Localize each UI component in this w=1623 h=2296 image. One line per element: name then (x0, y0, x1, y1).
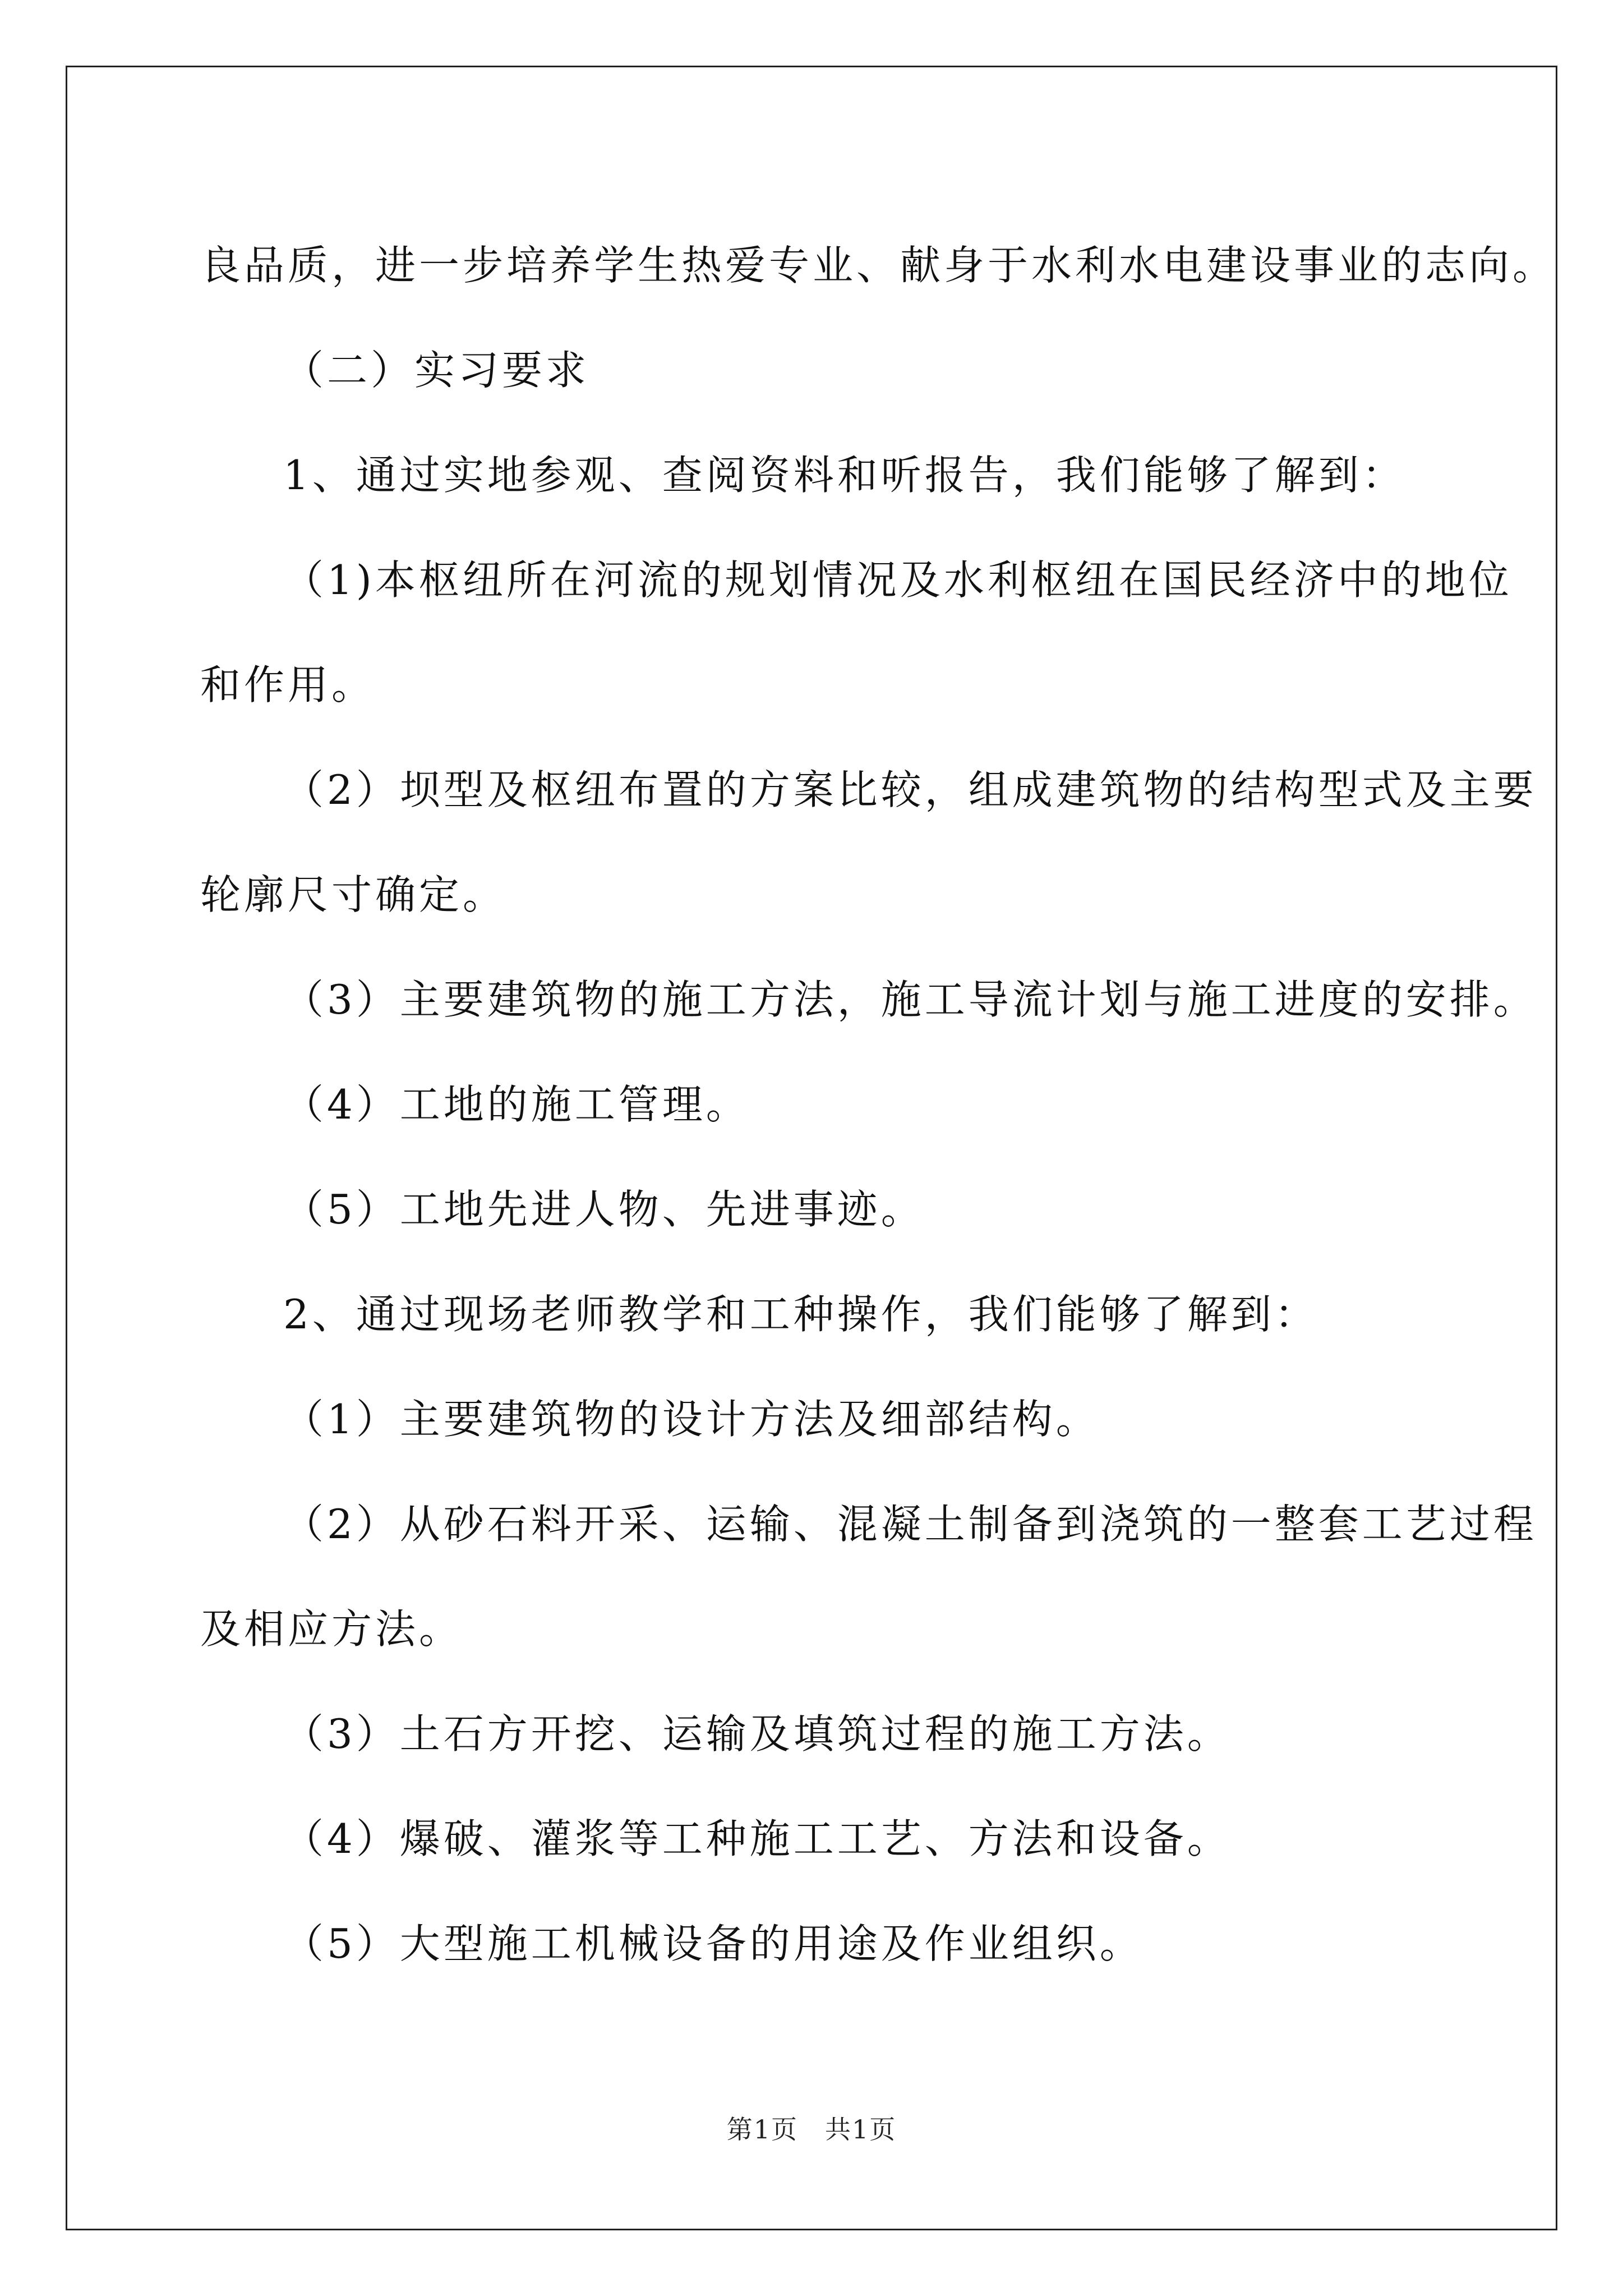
section-heading-requirements: （二）实习要求 (283, 347, 590, 394)
list-item-1-2: （2）坝型及枢纽布置的方案比较，组成建筑物的结构型式及主要 (283, 766, 1537, 813)
list-item-2-5: （5）大型施工机械设备的用途及作业组织。 (283, 1920, 1144, 1967)
list-item-1-1-continuation: 和作用。 (200, 661, 376, 708)
list-item-1-1: （1)本枢纽所在河流的规划情况及水利枢纽在国民经济中的地位 (283, 556, 1513, 604)
list-item-1-2-continuation: 轮廓尺寸确定。 (200, 871, 507, 918)
page-number-footer: 第1页 共1页 (726, 2114, 897, 2145)
list-item-1-5: （5）工地先进人物、先进事迹。 (283, 1186, 925, 1233)
list-item-2-1: （1）主要建筑物的设计方法及细部结构。 (283, 1396, 1100, 1443)
list-heading-2: 2、通过现场老师教学和工种操作，我们能够了解到： (283, 1291, 1318, 1338)
list-item-1-4: （4）工地的施工管理。 (283, 1081, 750, 1128)
paragraph-continuation: 良品质，进一步培养学生热爱专业、献身于水利水电建设事业的志向。 (200, 242, 1557, 289)
list-item-2-4: （4）爆破、灌浆等工种施工工艺、方法和设备。 (283, 1815, 1231, 1862)
list-item-2-2-continuation: 及相应方法。 (200, 1605, 463, 1653)
list-item-2-3: （3）土石方开挖、运输及填筑过程的施工方法。 (283, 1710, 1231, 1757)
list-item-1-3: （3）主要建筑物的施工方法，施工导流计划与施工进度的安排。 (283, 976, 1537, 1023)
document-body (200, 213, 1557, 1996)
list-item-2-2: （2）从砂石料开采、运输、混凝土制备到浇筑的一整套工艺过程 (283, 1501, 1537, 1548)
list-heading-1: 1、通过实地参观、查阅资料和听报告，我们能够了解到： (283, 452, 1406, 499)
